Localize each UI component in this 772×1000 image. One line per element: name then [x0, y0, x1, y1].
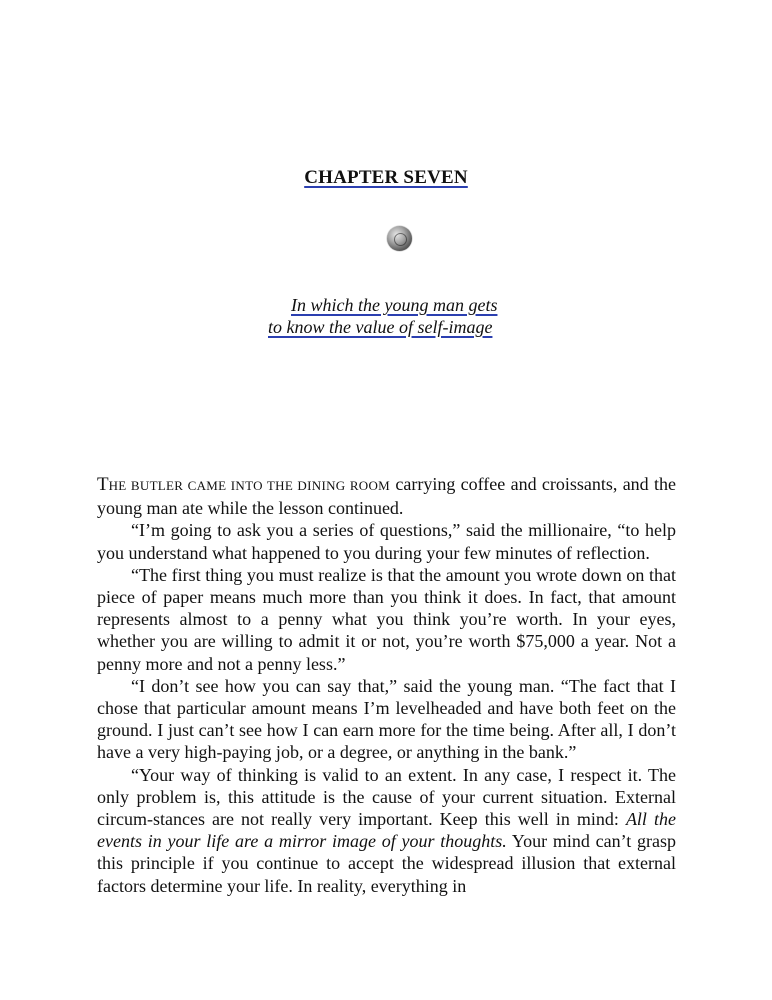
paragraph-5 [97, 764, 676, 897]
lead-smallcaps: HE BUTLER CAME INTO THE DINING ROOM [108, 478, 391, 493]
paragraph-5-italic-maxim: All the events in your life are a mirror image of your thoughts. [97, 809, 676, 852]
paragraph-3: “The first thing you must realize is that the amount you wrote down on that piece of paper means much more than you think it does. In fact, that amount represents almost to a penny what you think you’re worth. In your eyes, whether you are willing to admit it or not, you’re worth $75,000 a year. Not a penny more and not a penny less.” [97, 564, 676, 674]
medallion-ornament-icon [387, 226, 412, 251]
paragraph-5-text-b: Your mind can’t grasp this principle if you continue to accept the widespread illusion that external factors determine your life. In reality, everything in [97, 831, 677, 896]
chapter-title [0, 167, 772, 189]
paragraph-5-text-a: “Your way of thinking is valid to an extent. In any case, I respect it. The only problem is, this attitude is the cause of your current situation. External circum-stances are not really very important. Keep this well in mind: [97, 764, 676, 830]
paragraph-4: “I don’t see how you can say that,” said the young man. “The fact that I chose that particular amount means I’m levelheaded and have both feet on the ground. I just can’t see how I can earn more for the time being. After all, I don’t have a very high-paying job, or a degree, or anything in the bank.” [97, 675, 676, 763]
paragraph-2: “I’m going to ask you a series of questions,” said the millionaire, “to help you understand what happened to you during your few minutes of reflection. [97, 520, 676, 563]
chapter-body [97, 473, 676, 897]
chapter-title-link[interactable]: CHAPTER SEVEN [304, 167, 468, 188]
chapter-subtitle-line-2[interactable]: to know the value of self-image [268, 317, 493, 337]
paragraph-lead-in [97, 474, 390, 494]
lead-initial: T [97, 474, 109, 495]
paragraph-1-text: carrying coffee and croissants, and the young man ate while the lesson continued. [97, 474, 676, 519]
paragraph-1 [97, 473, 676, 519]
chapter-subtitle-line-1[interactable]: In which the young man gets [291, 295, 498, 315]
